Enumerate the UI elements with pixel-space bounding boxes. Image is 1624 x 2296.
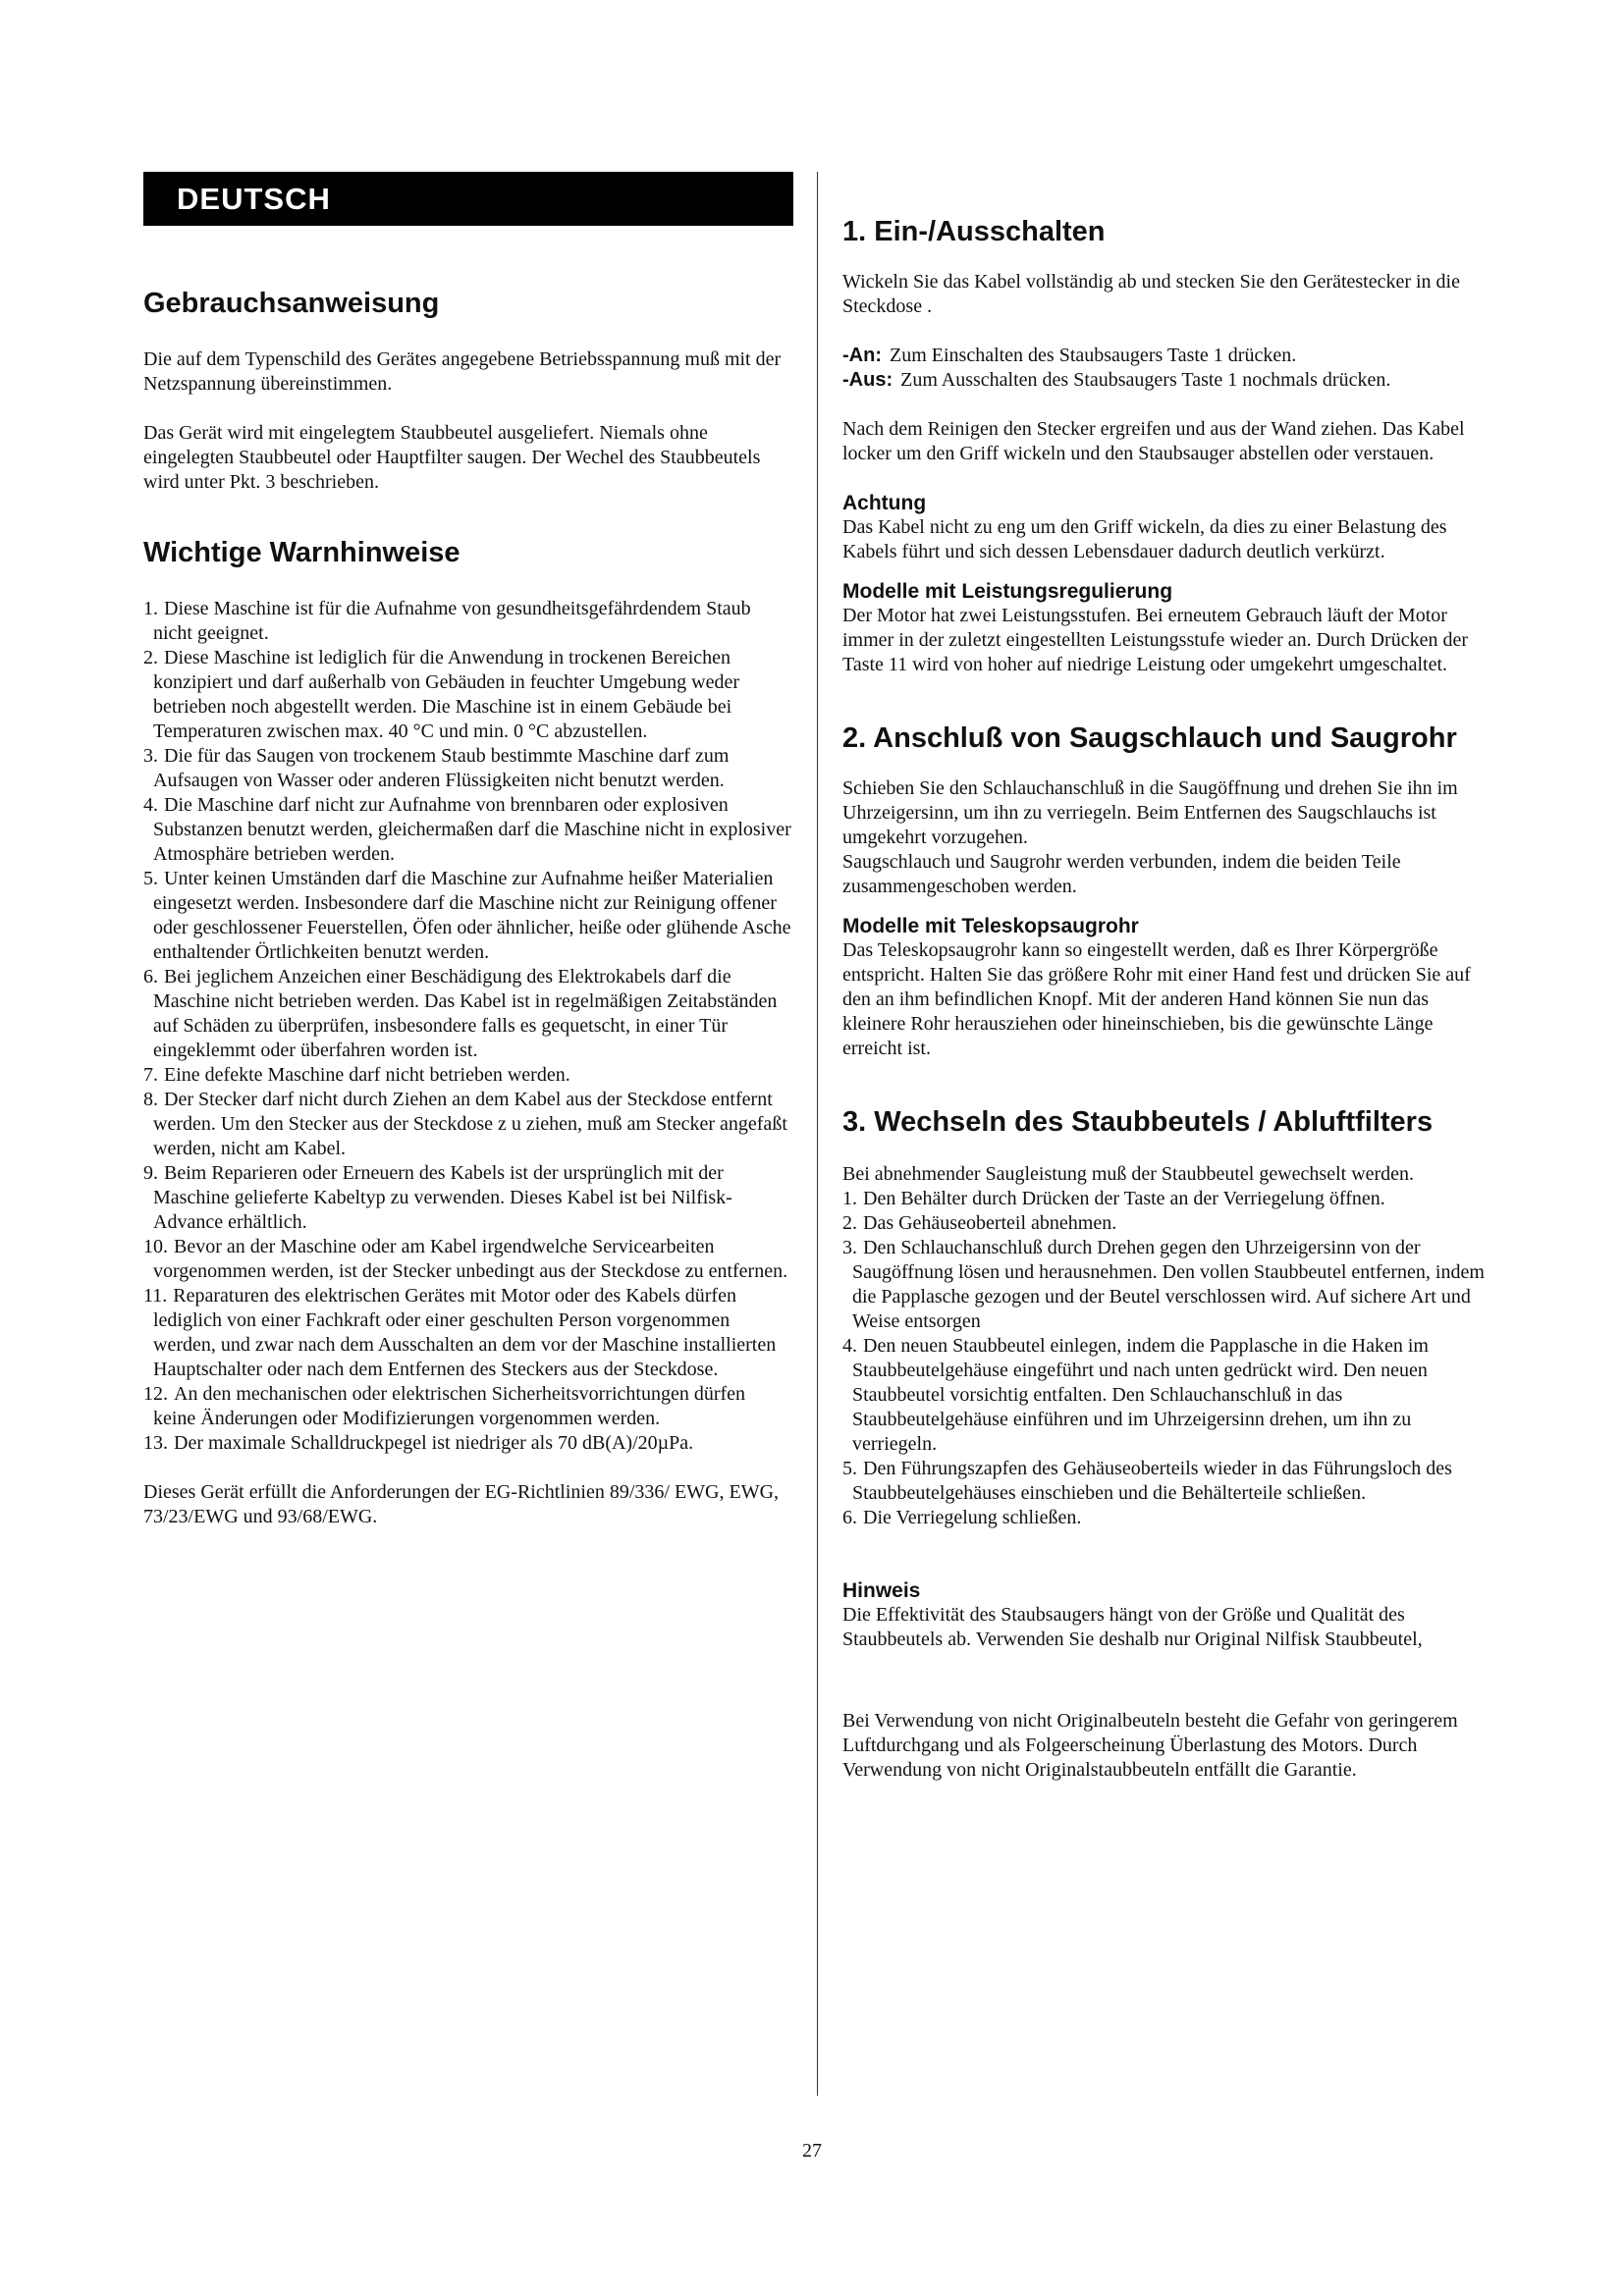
warning-text: Diese Maschine ist lediglich für die Anwendung in trockenen Bereichen konzipiert und darf außerhalb von Gebäuden in feuchter Umgebung weder betrieben noch abgestellt werden. Die Maschine ist in einem Gebäude bei Temperaturen zwischen max. 40 °C und min. 0 °C abzustellen. xyxy=(153,647,740,742)
warning-text: Unter keinen Umständen darf die Maschine zur Aufnahme heißer Materialien eingesetzt werden. Insbesondere darf die Maschine nicht zur Reinigung offener oder geschlossener Feuerstellen, Öfen oder ähnlicher, heiße oder glühende Asche enthaltender Örtlichkeiten benutzt werden. xyxy=(153,868,791,963)
warning-number: 5. xyxy=(143,868,158,889)
step-number: 3. xyxy=(842,1237,857,1258)
warning-number: 4. xyxy=(143,794,158,816)
telescopic-models-heading: Modelle mit Teleskopsaugrohr xyxy=(842,915,1139,937)
step-text: Den Behälter durch Drücken der Taste an der Verriegelung öffnen. xyxy=(863,1188,1385,1209)
compliance-paragraph: Dieses Gerät erfüllt die Anforderungen der EG-Richtlinien 89/336/ EWG, EWG, 73/23/EWG und 93/68/EWG. xyxy=(143,1481,780,1527)
usage-paragraph-1: Die auf dem Typenschild des Gerätes angegebene Betriebsspannung muß mit der Netzspannung übereinstimmen. xyxy=(143,348,782,395)
section-1-heading: 1. Ein-/Ausschalten xyxy=(842,216,1106,247)
left-column xyxy=(143,147,791,1529)
warning-text: Die für das Saugen von trockenem Staub bestimmte Maschine darf zum Aufsaugen von Wasser oder anderen Flüssigkeiten nicht benutzt werden. xyxy=(153,745,730,791)
section-2-heading: 2. Anschluß von Saugschlauch und Saugrohr xyxy=(842,722,1457,754)
warning-number: 10. xyxy=(143,1236,168,1257)
warning-number: 6. xyxy=(143,966,158,988)
warning-item xyxy=(143,1382,791,1431)
warning-text: An den mechanischen oder elektrischen Sicherheitsvorrichtungen dürfen keine Änderungen oder Modifizierungen vorgenommen werden. xyxy=(153,1383,746,1429)
usage-heading: Gebrauchsanweisung xyxy=(143,288,440,319)
warning-item xyxy=(143,793,791,867)
step-number: 2. xyxy=(842,1212,857,1234)
section-2-paragraph-1: Schieben Sie den Schlauchanschluß in die Saugöffnung und drehen Sie ihn im Uhrzeigersinn, um ihn zu verriegeln. Beim Entfernen des Saugschlauchs ist umgekehrt vorzugehen. xyxy=(842,777,1458,848)
warning-text: Der maximale Schalldruckpegel ist niedriger als 70 dB(A)/20µPa. xyxy=(174,1432,694,1454)
warning-number: 3. xyxy=(143,745,158,767)
step-item xyxy=(842,1334,1492,1457)
section-3-heading: 3. Wechseln des Staubbeutels / Abluftfilters xyxy=(842,1106,1434,1138)
hinweis-paragraph: Die Effektivität des Staubsaugers hängt von der Größe und Qualität des Staubbeutels ab. Verwenden Sie deshalb nur Original Nilfisk Staubbeutel, xyxy=(842,1604,1423,1650)
column-divider xyxy=(817,172,818,2096)
warning-item xyxy=(143,1161,791,1235)
warning-number: 11. xyxy=(143,1285,168,1307)
right-column xyxy=(842,147,1492,1783)
warning-number: 13. xyxy=(143,1432,168,1454)
step-number: 5. xyxy=(842,1458,857,1479)
step-number: 4. xyxy=(842,1335,857,1357)
step-text: Den Führungszapfen des Gehäuseoberteils wieder in das Führungsloch des Staubbeutelgehäuses einschieben und die Behälterteile schließen. xyxy=(852,1458,1452,1504)
warning-number: 1. xyxy=(143,598,158,619)
step-number: 6. xyxy=(842,1507,857,1528)
warning-number: 2. xyxy=(143,647,158,668)
warning-item xyxy=(143,597,791,646)
section-3-paragraph: Bei abnehmender Saugleistung muß der Staubbeutel gewechselt werden. xyxy=(842,1163,1415,1185)
step-item xyxy=(842,1236,1492,1334)
on-instruction xyxy=(842,344,1492,368)
page-number: 27 xyxy=(802,2140,822,2162)
step-item xyxy=(842,1187,1492,1211)
warnings-heading: Wichtige Warnhinweise xyxy=(143,537,460,568)
warning-text: Der Stecker darf nicht durch Ziehen an dem Kabel aus der Steckdose entfernt werden. Um den Stecker aus der Steckdose z u ziehen, muß am Stecker angefaßt werden, nicht am Kabel. xyxy=(153,1089,787,1159)
warning-item xyxy=(143,744,791,793)
step-number: 1. xyxy=(842,1188,857,1209)
on-text: Zum Einschalten des Staubsaugers Taste 1 drücken. xyxy=(889,345,1297,366)
warning-item xyxy=(143,1284,791,1382)
step-text: Den neuen Staubbeutel einlegen, indem die Papplasche in die Haken im Staubbeutelgehäuse eingeführt und nach unten gedrückt wird. Den neuen Staubbeutel vorsichtig entfalten. Den Schlauchanschluß in das Staubbeutelgehäuse einführen und im Uhrzeigersinn drehen, um ihn zu verriegeln. xyxy=(852,1335,1429,1455)
warning-text: Eine defekte Maschine darf nicht betrieben werden. xyxy=(164,1064,570,1086)
hinweis-heading: Hinweis xyxy=(842,1579,921,1602)
warnings-list xyxy=(143,597,791,1456)
warning-item xyxy=(143,867,791,965)
step-text: Das Gehäuseoberteil abnehmen. xyxy=(863,1212,1117,1234)
warning-item xyxy=(143,965,791,1063)
warning-number: 7. xyxy=(143,1064,158,1086)
warning-text: Bevor an der Maschine oder am Kabel irgendwelche Servicearbeiten vorgenommen werden, ist der Stecker unbedingt aus der Steckdose zu entfernen. xyxy=(153,1236,788,1282)
warning-item xyxy=(143,1431,791,1456)
off-instruction xyxy=(842,368,1492,393)
achtung-paragraph: Das Kabel nicht zu eng um den Griff wickeln, da dies zu einer Belastung des Kabels führt und sich dessen Lebensdauer dadurch deutlich verkürzt. xyxy=(842,516,1447,562)
telescopic-models-paragraph: Das Teleskopsaugrohr kann so eingestellt werden, daß es Ihrer Körpergröße entspricht. Halten Sie das größere Rohr mit einer Hand fest und drücken Sie auf den an ihm befindlichen Knopf. Mit der anderen Hand können Sie nun das kleinere Rohr herausziehen oder hineinschieben, bis die gewünschte Länge erreicht ist. xyxy=(842,939,1471,1059)
usage-paragraph-2: Das Gerät wird mit eingelegtem Staubbeutel ausgeliefert. Niemals ohne eingelegten Staubbeutel oder Hauptfilter saugen. Der Wechel des Staubbeutels wird unter Pkt. 3 beschrieben. xyxy=(143,422,761,493)
bag-change-steps xyxy=(842,1187,1492,1530)
power-models-heading: Modelle mit Leistungsregulierung xyxy=(842,580,1173,603)
warning-text: Reparaturen des elektrischen Gerätes mit Motor oder des Kabels dürfen lediglich von einer Fachkraft oder einer geschulten Person vorgenommen werden, und zwar nach dem Ausschalten an dem vor der Maschine installierten Hauptschalter oder nach dem Entfernen des Steckers aus der Steckdose. xyxy=(153,1285,777,1380)
warning-item xyxy=(143,646,791,744)
warning-item xyxy=(143,1088,791,1161)
section-1-paragraph-2: Nach dem Reinigen den Stecker ergreifen und aus der Wand ziehen. Das Kabel locker um den Griff wickeln und den Staubsauger abstellen oder verstauen. xyxy=(842,418,1465,464)
warning-text: Die Maschine darf nicht zur Aufnahme von brennbaren oder explosiven Substanzen benutzt werden, gleichermaßen darf die Maschine nicht in explosiver Atmosphäre betrieben werden. xyxy=(153,794,791,865)
warning-item xyxy=(143,1063,791,1088)
on-label: -An: xyxy=(842,345,882,366)
power-models-paragraph: Der Motor hat zwei Leistungsstufen. Bei erneutem Gebrauch läuft der Motor immer in der zuletzt eingestellten Leistungsstufe wieder an. Durch Drücken der Taste 11 wird von hoher auf niedrige Leistung oder umgekehrt umgeschaltet. xyxy=(842,605,1468,675)
closing-paragraph: Bei Verwendung von nicht Originalbeuteln besteht die Gefahr von geringerem Luftdurchgang und als Folgeerscheinung Überlastung des Motors. Durch Verwendung von nicht Originalstaubbeuteln entfällt die Garantie. xyxy=(842,1710,1458,1781)
section-2-paragraph-2: Saugschlauch und Saugrohr werden verbunden, indem die beiden Teile zusammengeschoben werden. xyxy=(842,851,1401,897)
warning-text: Beim Reparieren oder Erneuern des Kabels ist der ursprünglich mit der Maschine gelieferte Kabeltyp zu verwenden. Dieses Kabel ist bei Nilfisk-Advance erhältlich. xyxy=(153,1162,732,1233)
step-text: Den Schlauchanschluß durch Drehen gegen den Uhrzeigersinn von der Saugöffnung lösen und herausnehmen. Den vollen Staubbeutel entfernen, indem die Papplasche gezogen und der Beutel verschlossen wird. Auf sichere Art und Weise entsorgen xyxy=(852,1237,1485,1332)
warning-item xyxy=(143,1235,791,1284)
warning-number: 8. xyxy=(143,1089,158,1110)
warning-text: Diese Maschine ist für die Aufnahme von gesundheitsgefährdendem Staub nicht geeignet. xyxy=(153,598,751,644)
achtung-heading: Achtung xyxy=(842,492,927,514)
step-text: Die Verriegelung schließen. xyxy=(863,1507,1082,1528)
warning-number: 9. xyxy=(143,1162,158,1184)
step-item xyxy=(842,1211,1492,1236)
off-text: Zum Ausschalten des Staubsaugers Taste 1 nochmals drücken. xyxy=(900,369,1391,391)
section-1-paragraph-1: Wickeln Sie das Kabel vollständig ab und stecken Sie den Gerätestecker in die Steckdose . xyxy=(842,271,1460,317)
step-item xyxy=(842,1506,1492,1530)
warning-text: Bei jeglichem Anzeichen einer Beschädigung des Elektrokabels darf die Maschine nicht betrieben werden. Das Kabel ist in regelmäßigen Zeitabständen auf Schäden zu überprüfen, insbesondere falls es gequetscht, in einer Tür eingeklemmt oder überfahren worden ist. xyxy=(153,966,778,1061)
language-label: DEUTSCH xyxy=(177,182,331,216)
off-label: -Aus: xyxy=(842,369,893,391)
step-item xyxy=(842,1457,1492,1506)
warning-number: 12. xyxy=(143,1383,168,1405)
